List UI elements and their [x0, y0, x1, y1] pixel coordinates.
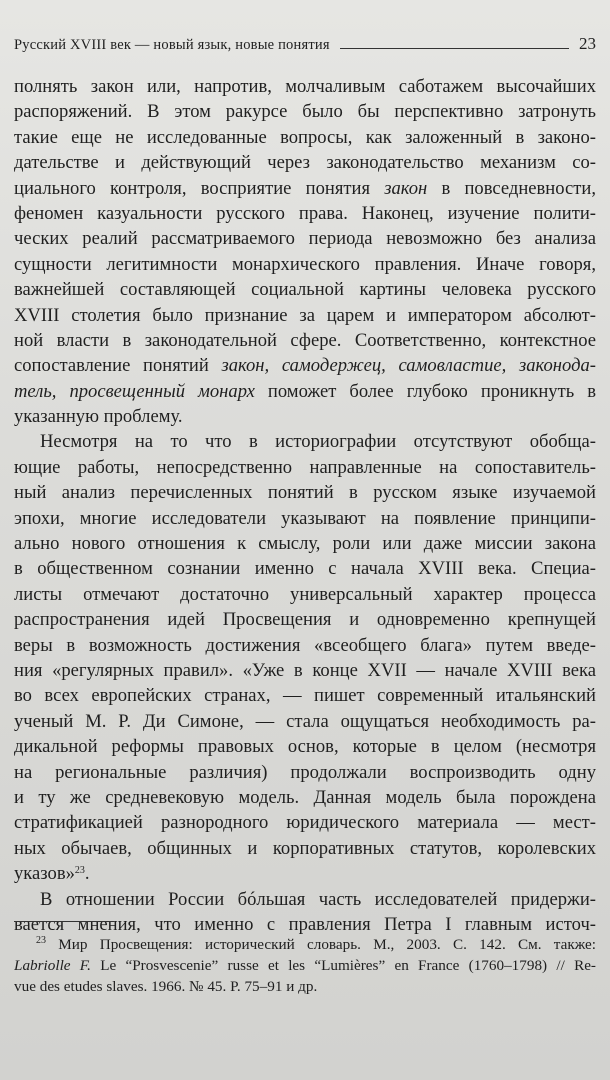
text-line: указов»$^{23}$. [14, 863, 90, 885]
text-line: ных обычаев, общинных и корпоративных статутов, королевских [14, 837, 596, 859]
footnote-line: Labriolle F. Le “Prosvescenie” russe et les “Lumières” en France (1760–1798) // Re- [14, 957, 596, 974]
footnote-line: vue des etudes slaves. 1966. № 45. P. 75–91 и др. [14, 978, 318, 995]
text-line: ческих реалий рассматриваемого периода невозможно без анализа [14, 228, 596, 250]
text-line: эпохи, многие исследователи указывают на появление принципи- [14, 507, 596, 529]
text-line: веры в возможность достижения «всеобщего блага» путем введе- [14, 634, 596, 656]
text-line: вается мнения, что именно с правления Петра I главным источ- [14, 913, 596, 935]
text-line: феномен казуальности русского права. Наконец, изучение полити- [14, 202, 596, 224]
text-line: листы отмечают достаточно универсальный характер процесса [14, 583, 596, 605]
footnote-number: 23 [36, 935, 46, 946]
text-line: дикальной реформы правовых основ, которые в целом (несмотря [14, 736, 596, 758]
text-line: стратификацией разнородного юридического материала — мест- [14, 812, 596, 834]
text-line: сущности легитимности монархического правления. Иначе говоря, [14, 253, 596, 275]
text-line: и ту же средневековую модель. Данная модель была порождена [14, 786, 596, 808]
running-title: Русский XVIII век — новый язык, новые понятия [14, 37, 330, 53]
text-line: ния «регулярных правил». «Уже в конце XVII — начале XVIII века [14, 659, 596, 681]
text-line: на региональные различия) продолжали воспроизводить одну [14, 761, 596, 783]
text-line: ющие работы, непосредственно направленные на сопоставитель- [14, 456, 596, 478]
text-line: указанную проблему. [14, 406, 183, 428]
running-head [14, 30, 596, 54]
footnote-reference: 23 [74, 865, 85, 877]
text-line: во всех европейских странах, — пишет современный итальянский [14, 685, 596, 707]
text-line: ученый М. Р. Ди Симоне, — стала ощущаться необходимость ра- [14, 710, 596, 732]
page-number: 23 [579, 34, 596, 53]
text-line: в общественном сознании именно с начала XVIII века. Специа- [14, 558, 596, 580]
text-line: ный анализ перечисленных понятий в русском языке изучаемой [14, 482, 596, 504]
text-line: полнять закон или, напротив, молчаливым саботажем высочайших [14, 76, 596, 97]
text-line: распространения идей Просвещения и одновременно крепнущей [14, 609, 596, 631]
footnote-line: $^{23}$ Мир Просвещения: исторический словарь. М., 2003. С. 142. См. также: [36, 935, 596, 953]
text-line: такие еще не исследованные вопросы, как заложенный в законо- [14, 126, 596, 148]
text-line: важнейшей составляющей социальной картины человека русского [14, 279, 596, 301]
text-line: XVIII столетия было признание за царем и императором абсолют- [14, 304, 596, 326]
footnotes [14, 934, 596, 997]
text-line: ально нового отношения к смыслу, роли или даже миссии закона [14, 533, 596, 555]
body-text [14, 74, 596, 937]
text-line: дательстве и действующий через законодательство механизм со- [14, 152, 596, 174]
header-rule [340, 48, 569, 49]
text-line: тель, просвещенный монарх поможет более глубоко проникнуть в [14, 380, 596, 402]
text-line: Несмотря на то что в историографии отсутствуют обобща- [40, 431, 596, 453]
text-line: ной власти в законодательной сфере. Соответственно, контекстное [14, 329, 596, 351]
text-line: В отношении России бóльшая часть исследователей придержи- [40, 888, 596, 910]
text-line: сопоставление понятий закон, самодержец, самовластие, законода- [14, 355, 596, 377]
text-line: циального контроля, восприятие понятия закон в повседневности, [14, 177, 596, 199]
text-line: распоряжений. В этом ракурсе было бы перспективно затронуть [14, 101, 596, 123]
footnote-rule [14, 921, 114, 922]
